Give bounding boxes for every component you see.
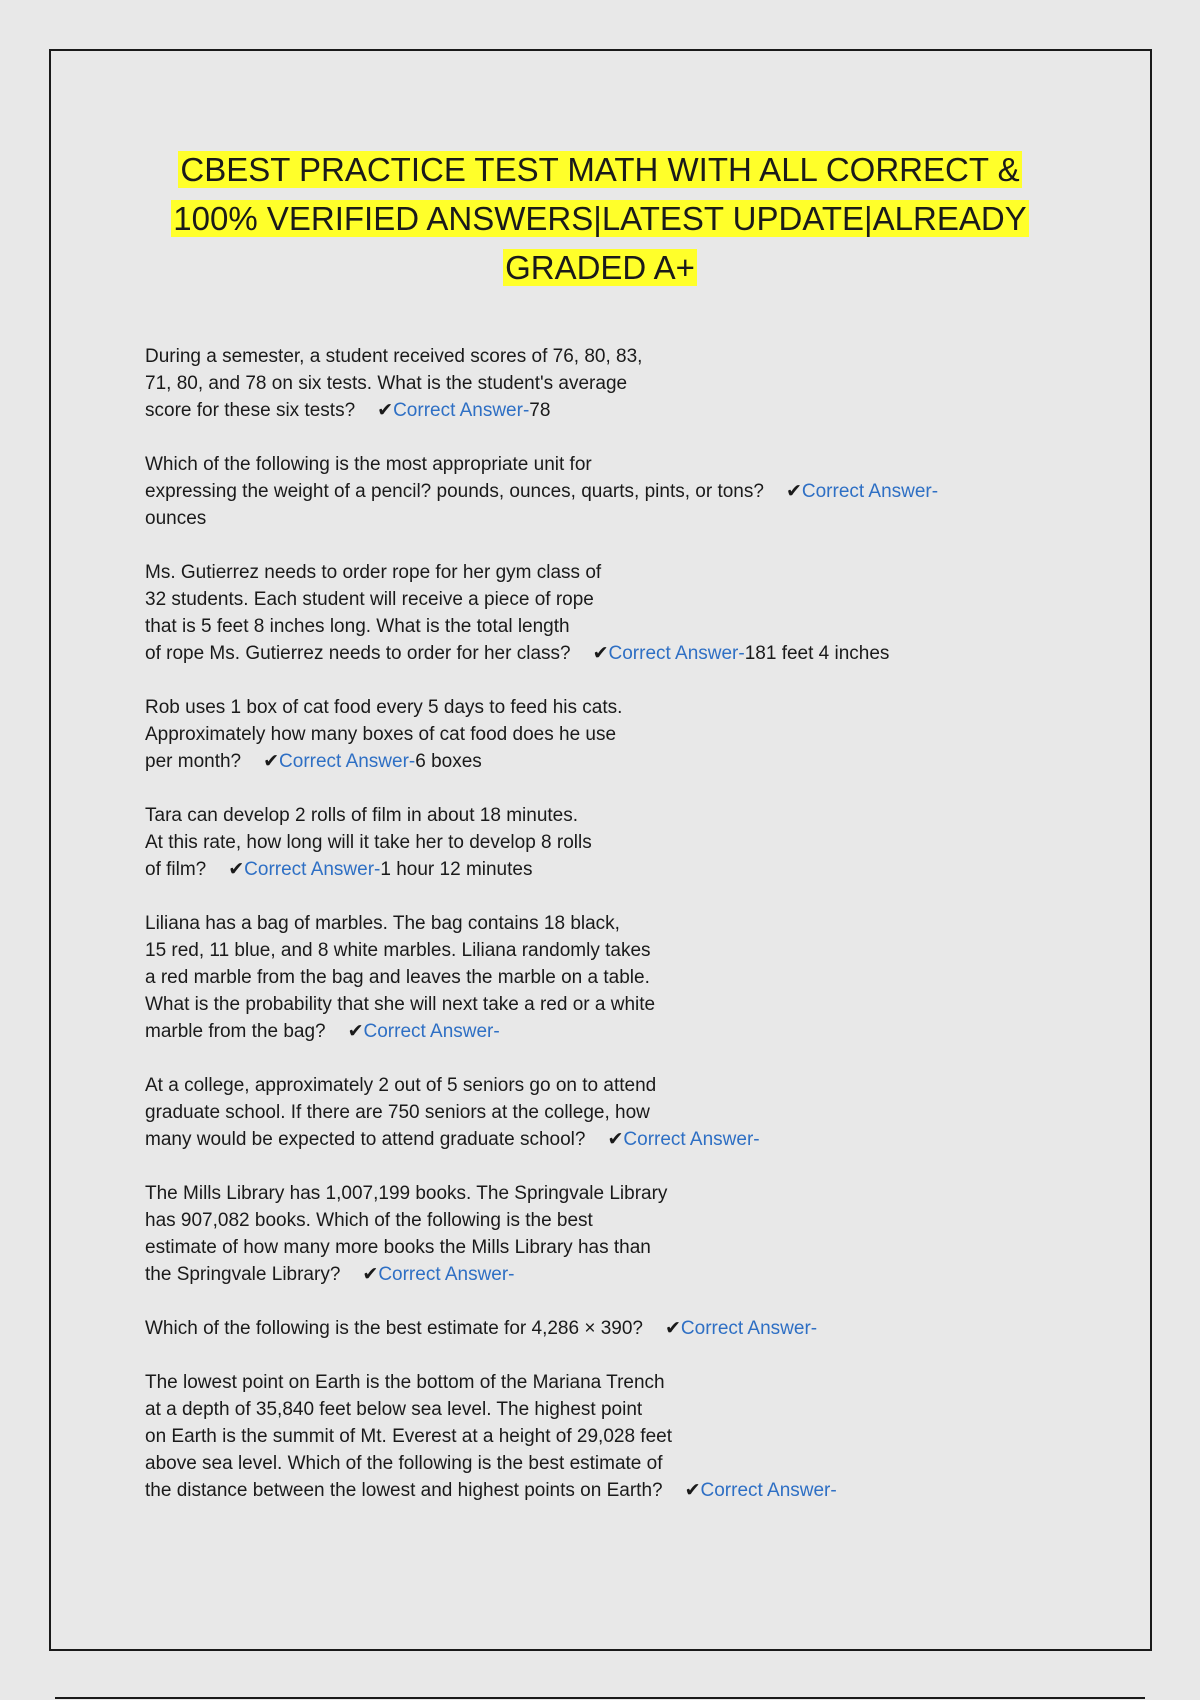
title-text [100, 145, 1100, 292]
question-text: The Mills Library has 1,007,199 books. The Springvale Library [145, 1183, 668, 1204]
question-text: a red marble from the bag and leaves the marble on a table. [145, 967, 650, 988]
question-line [145, 910, 1065, 937]
question-text: that is 5 feet 8 inches long. What is the total length [145, 616, 570, 637]
question-text: above sea level. Which of the following is the best estimate of [145, 1453, 663, 1474]
question-text: at a depth of 35,840 feet below sea level. The highest point [145, 1399, 643, 1420]
question-text: of rope Ms. Gutierrez needs to order for her class? [145, 643, 571, 664]
question-text: on Earth is the summit of Mt. Everest at a height of 29,028 feet [145, 1426, 672, 1447]
question-text: At this rate, how long will it take her to develop 8 rolls [145, 832, 592, 853]
question-line [145, 748, 1065, 775]
correct-answer-label: Correct Answer- [393, 400, 530, 421]
question-text: Which of the following is the most appropriate unit for [145, 454, 592, 475]
title-line-3: GRADED A+ [505, 249, 695, 286]
question-line [145, 991, 1065, 1018]
question-text: Liliana has a bag of marbles. The bag contains 18 black, [145, 913, 620, 934]
question-line [145, 1423, 1065, 1450]
checkmark-icon: ✔ [228, 859, 245, 880]
question-text: Which of the following is the best estimate for 4,286 × 390? [145, 1318, 643, 1339]
checkmark-icon: ✔ [785, 481, 802, 502]
question-item [145, 1315, 1065, 1342]
checkmark-icon: ✔ [263, 751, 280, 772]
question-text: What is the probability that she will next take a red or a white [145, 994, 656, 1015]
question-item [145, 1180, 1065, 1288]
question-text: 71, 80, and 78 on six tests. What is the student's average [145, 373, 628, 394]
checkmark-icon: ✔ [607, 1129, 624, 1150]
question-line [145, 1450, 1065, 1477]
answer-value: ounces [145, 508, 207, 529]
checkmark-icon: ✔ [684, 1480, 701, 1501]
question-line [145, 1396, 1065, 1423]
correct-answer-label: Correct Answer- [378, 1264, 515, 1285]
title-line-2: 100% VERIFIED ANSWERS|LATEST UPDATE|ALREADY [173, 200, 1027, 237]
question-item [145, 1072, 1065, 1153]
question-text: Ms. Gutierrez needs to order rope for her gym class of [145, 562, 602, 583]
question-text: The lowest point on Earth is the bottom of the Mariana Trench [145, 1372, 665, 1393]
document-title [100, 145, 1100, 292]
checkmark-icon: ✔ [377, 400, 394, 421]
question-item [145, 451, 1065, 532]
question-line [145, 1099, 1065, 1126]
question-line [145, 1207, 1065, 1234]
question-line [145, 964, 1065, 991]
correct-answer-label: Correct Answer- [623, 1129, 760, 1150]
correct-answer-label: Correct Answer- [363, 1021, 500, 1042]
correct-answer-label: Correct Answer- [801, 481, 939, 502]
question-text: 32 students. Each student will receive a piece of rope [145, 589, 594, 610]
question-item [145, 343, 1065, 424]
checkmark-icon: ✔ [362, 1264, 379, 1285]
answer-value: 78 [529, 400, 551, 421]
question-text: many would be expected to attend graduate school? [145, 1129, 586, 1150]
correct-answer-label: Correct Answer- [608, 643, 745, 664]
correct-answer-label: Correct Answer- [700, 1480, 837, 1501]
question-text: has 907,082 books. Which of the following is the best [145, 1210, 593, 1231]
checkmark-icon: ✔ [664, 1318, 681, 1339]
question-line [145, 343, 1065, 370]
question-line [145, 1369, 1065, 1396]
checkmark-icon: ✔ [347, 1021, 364, 1042]
question-line [145, 937, 1065, 964]
question-text: the Springvale Library? [145, 1264, 341, 1285]
question-line [145, 397, 1065, 424]
question-line [145, 1126, 1065, 1153]
answer-value: 181 feet 4 inches [744, 643, 890, 664]
question-text: Tara can develop 2 rolls of film in about 18 minutes. [145, 805, 579, 826]
question-item [145, 694, 1065, 775]
question-line [145, 640, 1065, 667]
question-line [145, 559, 1065, 586]
question-text: per month? [145, 751, 242, 772]
question-list [145, 343, 1065, 1531]
question-line [145, 856, 1065, 883]
question-item [145, 559, 1065, 667]
question-text: marble from the bag? [145, 1021, 326, 1042]
question-line [145, 802, 1065, 829]
correct-answer-label: Correct Answer- [680, 1318, 818, 1339]
question-text: During a semester, a student received scores of 76, 80, 83, [145, 346, 643, 367]
question-text: estimate of how many more books the Mills Library has than [145, 1237, 651, 1258]
question-text: score for these six tests? [145, 400, 356, 421]
question-line [145, 613, 1065, 640]
checkmark-icon: ✔ [592, 643, 609, 664]
question-line [145, 478, 1065, 505]
question-text: Rob uses 1 box of cat food every 5 days to feed his cats. [145, 697, 623, 718]
question-line [145, 586, 1065, 613]
question-line [145, 451, 1065, 478]
question-text: Approximately how many boxes of cat food does he use [145, 724, 617, 745]
question-item [145, 802, 1065, 883]
footer-rule [55, 1697, 1145, 1699]
correct-answer-label: Correct Answer- [279, 751, 416, 772]
question-line [145, 1315, 1065, 1342]
question-line [145, 1234, 1065, 1261]
question-text: At a college, approximately 2 out of 5 seniors go on to attend [145, 1075, 657, 1096]
question-line [145, 1180, 1065, 1207]
question-line [145, 829, 1065, 856]
question-text: expressing the weight of a pencil? pounds, ounces, quarts, pints, or tons? [145, 481, 764, 502]
question-line [145, 370, 1065, 397]
question-line [145, 1072, 1065, 1099]
question-line [145, 1261, 1065, 1288]
question-item [145, 1369, 1065, 1504]
question-text: graduate school. If there are 750 seniors at the college, how [145, 1102, 650, 1123]
question-item [145, 910, 1065, 1045]
question-line [145, 1477, 1065, 1504]
answer-value: 1 hour 12 minutes [380, 859, 533, 880]
question-text: 15 red, 11 blue, and 8 white marbles. Liliana randomly takes [145, 940, 651, 961]
question-line [145, 1018, 1065, 1045]
question-line [145, 694, 1065, 721]
question-text: of film? [145, 859, 207, 880]
answer-value: 6 boxes [415, 751, 482, 772]
correct-answer-label: Correct Answer- [244, 859, 381, 880]
question-text: the distance between the lowest and highest points on Earth? [145, 1480, 663, 1501]
question-line [145, 721, 1065, 748]
title-line-1: CBEST PRACTICE TEST MATH WITH ALL CORRECT & [180, 151, 1020, 188]
